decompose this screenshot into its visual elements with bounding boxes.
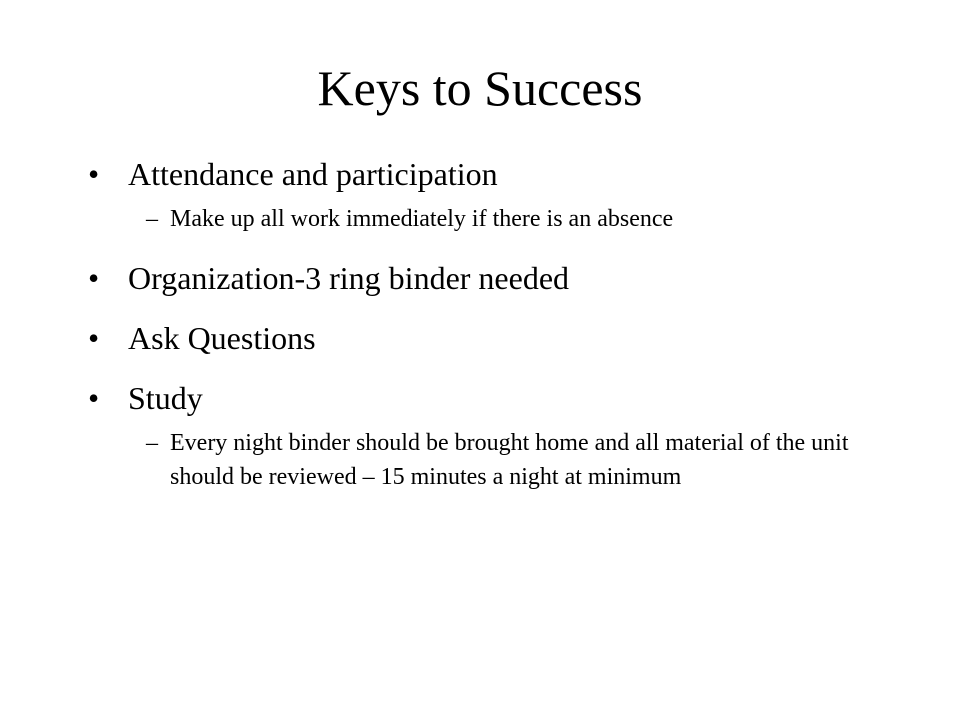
bullet-icon: • [88,320,100,356]
sub-bullet-text: Every night binder should be brought home and all material of the unit should be reviewed – 15 minutes a night at minimum [170,430,849,490]
sub-bullet-item [146,426,888,494]
bullet-item-attendance [88,150,888,236]
bullet-item-organization [88,254,888,302]
sub-bullet-item [146,202,888,236]
sub-bullet-list [128,426,888,494]
bullet-text: Ask Questions [128,320,316,356]
bullet-text: Study [128,380,203,416]
dash-icon: – [146,430,158,456]
bullet-text: Organization-3 ring binder needed [128,260,570,296]
slide-title: Keys to Success [317,60,643,116]
bullet-text: Attendance and participation [128,156,498,192]
sub-bullet-list [128,202,888,236]
bullet-item-ask-questions [88,314,888,362]
dash-icon: – [146,206,158,232]
bullet-list [88,150,888,506]
bullet-icon: • [88,380,100,416]
bullet-icon: • [88,156,100,192]
sub-bullet-text: Make up all work immediately if there is an absence [170,206,674,232]
bullet-item-study [88,374,888,494]
bullet-icon: • [88,260,100,296]
